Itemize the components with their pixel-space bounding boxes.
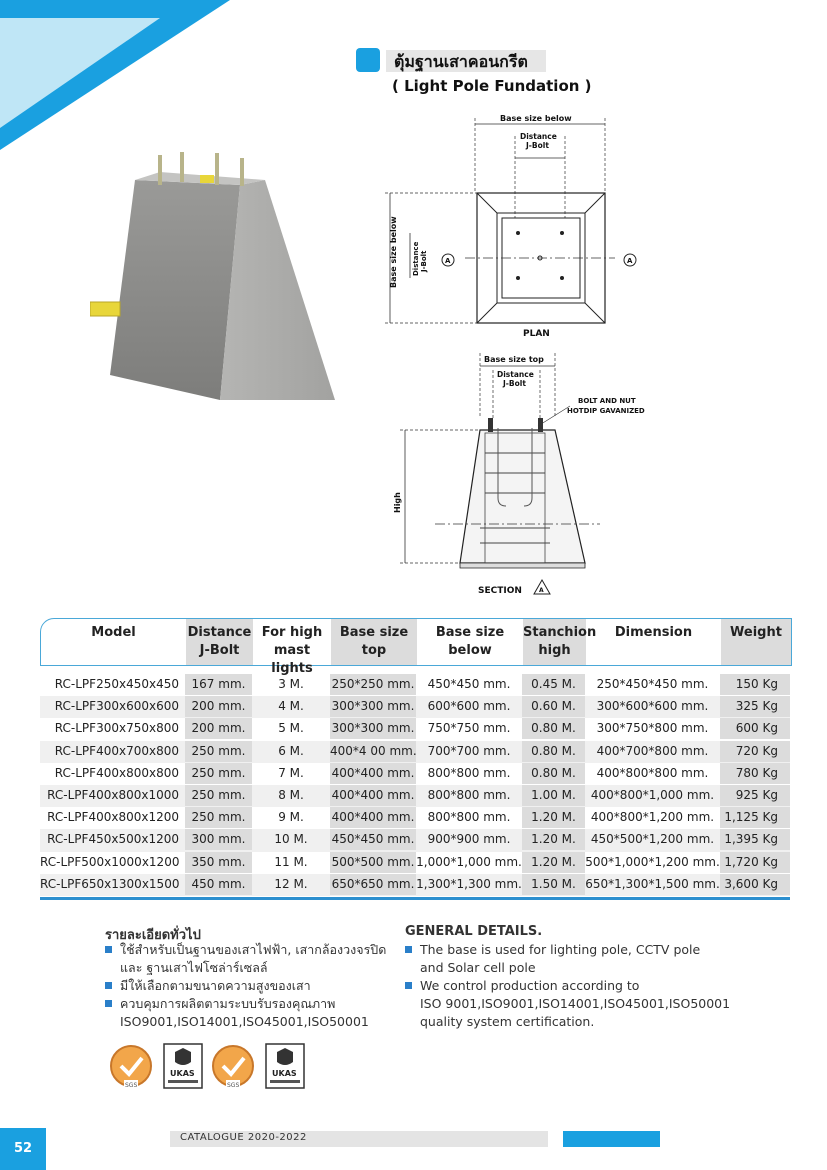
table-cell: 720 Kg	[720, 741, 790, 762]
table-cell: RC-LPF300x750x800	[54, 721, 179, 736]
table-cell: RC-LPF300x600x600	[54, 699, 179, 714]
table-cell: 750*750 mm.	[427, 721, 511, 736]
table-row	[40, 674, 790, 696]
table-row	[40, 785, 790, 807]
table-cell: 1.20 M.	[522, 829, 585, 850]
table-cell: 400*400 mm.	[330, 785, 416, 806]
table-cell: 0.80 M.	[522, 741, 585, 762]
table-cell: 300*300 mm.	[330, 696, 416, 717]
details-thai-item-3b: ISO9001,ISO14001,ISO45001,ISO50001	[120, 1014, 369, 1029]
svg-text:J-Bolt: J-Bolt	[420, 250, 428, 272]
table-cell: 9 M.	[278, 810, 304, 825]
details-thai-item-1: ใช้สำหรับเป็นฐานของเสาไฟฟ้า, เสากล้องวงจรปิด	[120, 942, 387, 957]
footer-accent	[563, 1131, 660, 1147]
table-row	[40, 741, 790, 763]
table-cell: 500*1,000*1,200 mm.	[585, 854, 720, 869]
table-cell: 0.80 M.	[522, 718, 585, 739]
table-cell: RC-LPF400x800x1000	[47, 787, 179, 802]
table-cell: 300 mm.	[185, 829, 252, 850]
table-cell: 10 M.	[274, 832, 308, 847]
svg-text:SGS: SGS	[227, 1082, 240, 1089]
section-caption: SECTION	[478, 586, 522, 596]
table-cell: 1,720 Kg	[720, 852, 790, 873]
col-for-high: For high mast lights	[261, 625, 323, 676]
section-view	[393, 353, 645, 596]
table-cell: 0.60 M.	[522, 696, 585, 717]
svg-text:Distance: Distance	[412, 241, 420, 276]
table-row	[40, 763, 790, 785]
table-cell: 400*400 mm.	[330, 763, 416, 784]
bolt-note-1: BOLT AND NUT	[578, 397, 636, 405]
concrete-foundation-photo	[90, 150, 390, 410]
svg-text:J-Bolt: J-Bolt	[503, 379, 526, 388]
bullet-icon	[405, 982, 412, 989]
table-cell: 200 mm.	[185, 696, 252, 717]
table-cell: RC-LPF400x800x800	[54, 765, 179, 780]
sgs-cert-logo	[108, 1042, 154, 1094]
table-cell: 450 mm.	[185, 874, 252, 895]
table-cell: RC-LPF250x450x450	[54, 677, 179, 691]
table-cell: 6 M.	[278, 743, 304, 758]
table-cell: 8 M.	[278, 787, 304, 802]
table-cell: 300*600*600 mm.	[596, 699, 709, 714]
svg-text:A: A	[445, 257, 451, 265]
table-cell: 200 mm.	[185, 718, 252, 739]
details-thai-item-2: มีให้เลือกตามขนาดความสูงของเสา	[120, 978, 311, 993]
table-cell: 650*650 mm.	[330, 874, 416, 895]
corner-decoration	[0, 0, 230, 150]
col-model: Model	[91, 625, 136, 640]
table-cell: 11 M.	[274, 854, 308, 869]
table-cell: 250 mm.	[185, 763, 252, 784]
table-cell: 1,000*1,000 mm.	[416, 854, 522, 869]
table-cell: 1,395 Kg	[720, 829, 790, 850]
details-english-item-2c: quality system certification.	[420, 1014, 595, 1029]
table-cell: 7 M.	[278, 765, 304, 780]
col-stanchion: Stanchion high	[523, 619, 586, 665]
table-cell: RC-LPF500x1000x1200	[40, 854, 180, 869]
svg-text:Distance: Distance	[497, 370, 534, 379]
col-weight: Weight	[721, 619, 791, 665]
table-cell: 250 mm.	[185, 785, 252, 806]
table-cell: 1.20 M.	[522, 807, 585, 828]
table-cell: 1,125 Kg	[720, 807, 790, 828]
svg-text:UKAS: UKAS	[170, 1069, 195, 1078]
table-cell: 450*500*1,200 mm.	[590, 832, 715, 847]
table-cell: 1.20 M.	[522, 852, 585, 873]
col-base-top: Base size top	[331, 619, 417, 665]
table-cell: 700*700 mm.	[427, 743, 511, 758]
table-cell: 780 Kg	[720, 763, 790, 784]
table-cell: 0.80 M.	[522, 763, 585, 784]
details-english-title: GENERAL DETAILS.	[405, 924, 543, 939]
table-cell: 400*400 mm.	[330, 807, 416, 828]
table-cell: 800*800 mm.	[427, 787, 511, 802]
plan-side-label: Base size below	[389, 216, 398, 288]
page-number: 52	[0, 1128, 46, 1170]
table-row	[40, 874, 790, 896]
plan-view	[385, 114, 636, 339]
title-icon	[356, 48, 380, 72]
table-cell: 250*250 mm.	[330, 674, 416, 695]
table-cell: 600*600 mm.	[427, 699, 511, 714]
table-cell: 350 mm.	[185, 852, 252, 873]
plan-base-size-below: Base size below	[500, 114, 572, 123]
bullet-icon	[105, 1000, 112, 1007]
table-cell: RC-LPF400x700x800	[54, 743, 179, 758]
section-high-label: High	[393, 492, 402, 513]
table-cell: 450*450 mm.	[427, 677, 511, 691]
table-cell: 1,300*1,300 mm.	[416, 876, 522, 891]
details-thai-title: รายละเอียดทั่วไป	[105, 928, 201, 943]
svg-text:A: A	[539, 587, 544, 594]
details-thai-item-3: ควบคุมการผลิตตามระบบรับรองคุณภาพ	[120, 996, 336, 1011]
table-cell: 12 M.	[274, 876, 308, 891]
details-thai-item-1b: และ ฐานเสาไฟโซล่าร์เซลล์	[120, 960, 268, 975]
table-cell: 1.50 M.	[522, 874, 585, 895]
details-english-item-1: The base is used for lighting pole, CCTV pole	[420, 942, 701, 957]
table-cell: 400*700*800 mm.	[596, 743, 709, 758]
svg-text:SGS: SGS	[125, 1082, 138, 1089]
svg-text:A: A	[627, 257, 633, 265]
col-base-below: Base size below	[435, 625, 505, 658]
bolt-note-2: HOTDIP GAVANIZED	[567, 407, 645, 415]
table-cell: 400*4 00 mm.	[330, 741, 416, 762]
table-row	[40, 829, 790, 851]
table-cell: 450*450 mm.	[330, 829, 416, 850]
table-cell: 400*800*800 mm.	[596, 765, 709, 780]
details-english-item-1b: and Solar cell pole	[420, 960, 536, 975]
table-bottom-rule	[40, 897, 790, 900]
col-distance: Distance J-Bolt	[186, 619, 253, 665]
svg-text:J-Bolt: J-Bolt	[526, 141, 549, 150]
bullet-icon	[105, 982, 112, 989]
sgs-cert-logo-2	[210, 1042, 256, 1094]
bullet-icon	[105, 946, 112, 953]
bullet-icon	[405, 946, 412, 953]
table-cell: 3,600 Kg	[720, 874, 790, 895]
table-cell: 5 M.	[278, 721, 304, 736]
table-cell: 900*900 mm.	[427, 832, 511, 847]
table-cell: 600 Kg	[720, 718, 790, 739]
table-row	[40, 718, 790, 740]
table-cell: 800*800 mm.	[427, 810, 511, 825]
technical-drawing	[380, 108, 650, 598]
table-cell: 250 mm.	[185, 807, 252, 828]
table-cell: 250 mm.	[185, 741, 252, 762]
page-title-english: ( Light Pole Fundation )	[392, 77, 592, 95]
table-cell: RC-LPF450x500x1200	[47, 832, 179, 847]
svg-text:Distance: Distance	[520, 132, 557, 141]
table-row	[40, 852, 790, 874]
details-english-item-2: We control production according to	[420, 978, 640, 993]
table-cell: RC-LPF650x1300x1500	[40, 876, 180, 891]
table-cell: 800*800 mm.	[427, 765, 511, 780]
details-english-item-2b: ISO 9001,ISO9001,ISO14001,ISO45001,ISO50001	[420, 996, 731, 1011]
footer-catalogue: CATALOGUE 2020-2022	[180, 1132, 307, 1143]
table-cell: 0.45 M.	[522, 674, 585, 695]
table-cell: 650*1,300*1,500 mm.	[585, 876, 720, 891]
table-cell: 400*800*1,000 mm.	[590, 787, 715, 802]
table-cell: 250*450*450 mm.	[596, 677, 709, 691]
ukas-cert-logo-2	[262, 1042, 308, 1094]
ukas-cert-logo	[160, 1042, 206, 1094]
table-cell: 300*300 mm.	[330, 718, 416, 739]
table-row	[40, 807, 790, 829]
table-cell: 325 Kg	[720, 696, 790, 717]
table-cell: RC-LPF400x800x1200	[47, 810, 179, 825]
table-cell: 3 M.	[278, 677, 304, 691]
spec-table-header	[40, 618, 792, 676]
table-cell: 167 mm.	[185, 674, 252, 695]
svg-text:UKAS: UKAS	[272, 1069, 297, 1078]
col-dimension: Dimension	[614, 625, 693, 640]
table-row	[40, 696, 790, 718]
table-cell: 1.00 M.	[522, 785, 585, 806]
page-title-thai: ตุ้มฐานเสาคอนกรีต	[394, 52, 528, 71]
section-base-size-top: Base size top	[484, 355, 544, 364]
table-cell: 500*500 mm.	[330, 852, 416, 873]
table-cell: 925 Kg	[720, 785, 790, 806]
table-cell: 4 M.	[278, 699, 304, 714]
plan-caption: PLAN	[523, 329, 550, 339]
table-cell: 400*800*1,200 mm.	[590, 810, 715, 825]
table-cell: 150 Kg	[720, 674, 790, 695]
table-cell: 300*750*800 mm.	[596, 721, 709, 736]
spec-table-body	[40, 674, 790, 896]
